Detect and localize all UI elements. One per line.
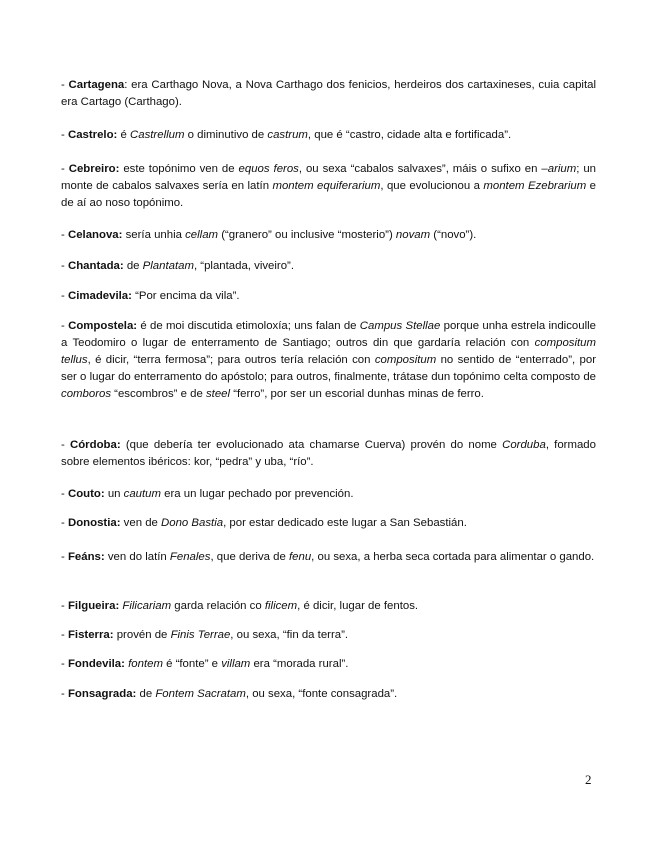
entry-text: (“granero” ou inclusive “mosterio”) <box>218 229 396 241</box>
entry-term: Fisterra: <box>67 629 114 641</box>
entry-text: (“novo”). <box>430 229 477 241</box>
entry-text: o diminutivo de <box>184 129 268 141</box>
entry-text: - <box>61 600 68 612</box>
entry-term: Compostela: <box>68 320 138 332</box>
page-number: 2 <box>585 772 592 787</box>
entry-text: é <box>117 129 131 141</box>
italic-term: Plantatam <box>142 260 194 272</box>
entry-cartagena <box>61 77 596 111</box>
entry-term: Chantada: <box>67 260 124 272</box>
entry-text: , formado sobre elementos ibéricos: kor, “pedra” y uba, “río”. <box>61 439 596 468</box>
entry-cimadevila <box>61 288 596 305</box>
italic-term: compositum tellus <box>61 337 596 366</box>
entry-castrelo <box>61 127 596 144</box>
entry-filgueira <box>61 598 596 615</box>
entry-couto <box>61 486 596 503</box>
italic-term: novam <box>395 229 431 241</box>
italic-term: arium <box>547 163 577 175</box>
entry-text: e de aí ao noso topónimo. <box>61 180 596 209</box>
entry-text: “escombros” e de <box>111 388 206 400</box>
entry-fondevila <box>61 656 596 673</box>
entry-text: - <box>61 129 68 141</box>
entry-text: , ou sexa, “fin da terra”. <box>230 629 349 641</box>
entry-fonsagrada <box>61 686 596 703</box>
italic-term: steel <box>205 388 231 400</box>
entry-term: Fondevila: <box>67 658 125 670</box>
entry-text: de <box>136 688 156 700</box>
entry-term: Cebreiro: <box>68 163 120 175</box>
italic-term: villam <box>221 658 251 670</box>
entry-text: - <box>61 290 68 302</box>
entry-text: - <box>61 229 68 241</box>
italic-term: cautum <box>123 488 162 500</box>
entry-cordoba <box>61 437 596 471</box>
entry-text: - <box>61 551 68 563</box>
entry-term: Córdoba: <box>70 439 121 451</box>
italic-term: cellam <box>185 229 219 241</box>
entry-text: - <box>61 163 69 175</box>
entry-text: é “fonte” e <box>162 658 222 670</box>
entry-text: , por estar dedicado este lugar a San Sebastián. <box>223 517 467 529</box>
italic-term: compositum <box>374 354 437 366</box>
entry-term: Feáns: <box>67 551 105 563</box>
entry-text: - <box>61 658 68 670</box>
italic-term: castrum <box>267 129 308 141</box>
entry-text: provén de <box>113 629 171 641</box>
entry-compostela <box>61 318 596 403</box>
entry-text: (que debería ter evolucionado ata chamarse Cuerva) provén do nome <box>120 439 503 451</box>
entry-text: ven de <box>120 517 162 529</box>
entry-text: , é dicir, “terra fermosa”; para outros tería relación con <box>87 354 375 366</box>
entry-text: era un lugar pechado por prevención. <box>161 488 354 500</box>
entry-text: , que deriva de <box>210 551 289 563</box>
entry-text: , que evolucionou a <box>380 180 484 192</box>
italic-term: Corduba <box>502 439 546 451</box>
italic-term: Castrellum <box>130 129 185 141</box>
italic-term: equos feros <box>238 163 299 175</box>
entry-term: Celanova: <box>67 229 123 241</box>
entry-term: Fonsagrada: <box>67 688 137 700</box>
entry-feans <box>61 549 596 566</box>
entry-term: Couto: <box>67 488 105 500</box>
italic-term: Filicariam <box>122 600 172 612</box>
entry-text: - <box>61 439 70 451</box>
entry-text: - <box>61 260 68 272</box>
entry-text: - <box>61 688 68 700</box>
entry-celanova <box>61 227 596 244</box>
entry-text: este topónimo ven de <box>119 163 239 175</box>
italic-term: montem Ezebrarium <box>483 180 587 192</box>
entry-term: Cimadevila: <box>67 290 132 302</box>
entry-text: de <box>123 260 143 272</box>
entry-term: Filgueira: <box>67 600 120 612</box>
entry-text: porque unha estrela indicoulle a Teodomiro o lugar de enterramento de Santiago; outros din que gardaría relación con <box>61 320 596 349</box>
entry-text: , ou sexa, “fonte consagrada”. <box>245 688 398 700</box>
entry-term: Donostia: <box>67 517 121 529</box>
italic-term: filicem <box>264 600 298 612</box>
entry-text: - <box>61 488 68 500</box>
entry-text: - <box>61 79 69 91</box>
entry-donostia <box>61 515 596 532</box>
entry-text: no sentido de “enterrado”, por ser o lugar do enterramento do apóstolo; para outros, finalmente, trátase dun topónimo celta composto de <box>61 354 596 383</box>
entry-text: , ou sexa “cabalos salvaxes”, máis o sufixo en – <box>298 163 548 175</box>
entry-text: “ferro”, por ser un escorial dunhas minas de ferro. <box>230 388 484 400</box>
italic-term: comboros <box>61 388 112 400</box>
entry-text: , é dicir, lugar de fentos. <box>297 600 419 612</box>
entry-text: : era Carthago Nova, a Nova Carthago dos fenicios, herdeiros dos cartaxineses, cuia capital era Cartago (Carthago). <box>61 79 596 108</box>
entry-text: - <box>61 517 68 529</box>
italic-term: Finis Terrae <box>170 629 231 641</box>
entry-text: ; un monte de cabalos salvaxes sería en latín <box>61 163 596 192</box>
entry-term: Castrelo: <box>67 129 118 141</box>
italic-term: Fenales <box>169 551 211 563</box>
entry-text: , ou sexa, a herba seca cortada para alimentar o gando. <box>311 551 595 563</box>
entry-term: Cartagena <box>68 79 125 91</box>
entry-text: - <box>61 320 69 332</box>
entry-text: garda relación co <box>171 600 265 612</box>
entry-text: sería unhia <box>122 229 186 241</box>
italic-term: Dono Bastia <box>161 517 224 529</box>
entry-text: , que é “castro, cidade alta e fortificada”. <box>307 129 512 141</box>
entry-text: - <box>61 629 68 641</box>
entry-cebreiro <box>61 161 596 212</box>
entry-text: , “plantada, viveiro”. <box>193 260 294 272</box>
italic-term: Campus Stellae <box>359 320 441 332</box>
entry-fisterra <box>61 627 596 644</box>
entry-text: un <box>104 488 124 500</box>
italic-term: montem equiferarium <box>272 180 381 192</box>
entry-chantada <box>61 258 596 275</box>
italic-term: fontem <box>128 658 163 670</box>
entry-text: era “morada rural”. <box>250 658 349 670</box>
italic-term: Fontem Sacratam <box>155 688 246 700</box>
entry-text: “Por encima da vila”. <box>131 290 240 302</box>
italic-term: fenu <box>288 551 312 563</box>
entry-text: é de moi discutida etimoloxía; uns falan de <box>137 320 360 332</box>
entry-text: ven do latín <box>104 551 170 563</box>
